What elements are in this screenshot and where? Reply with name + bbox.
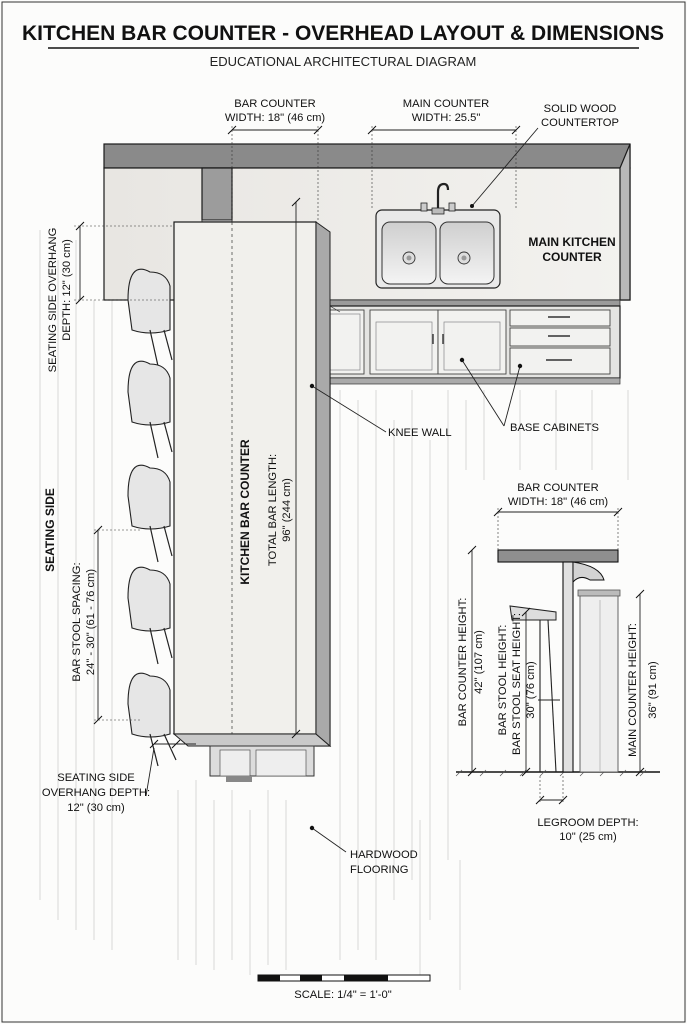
support-column [202, 168, 232, 220]
stool-spacing-label-line1: BAR STOOL SPACING: [71, 562, 83, 682]
bar-stool [128, 361, 172, 458]
bar-height-label-line2: 42" (107 cm) [473, 630, 485, 694]
support-wall-section [563, 562, 573, 772]
stool-spacing-label-line2: 24" - 30" (61 - 76 cm) [85, 568, 97, 676]
cabinet-drawer [510, 348, 610, 374]
countertop-label-line2: COUNTERTOP [541, 117, 619, 129]
total-length-label-line2: 96" (244 cm) [281, 478, 293, 542]
bar-height-label-line1: BAR COUNTER HEIGHT: [457, 597, 469, 727]
overhang-top-label-line2: DEPTH: 12" (30 cm) [61, 239, 73, 341]
page-title: KITCHEN BAR COUNTER - OVERHEAD LAYOUT & DIMENSIONS [21, 22, 665, 45]
main-counter-section [580, 594, 618, 772]
bar-top-section [498, 550, 618, 562]
main-counter-label-line1: MAIN KITCHEN [528, 235, 616, 249]
overhang-bottom-label-line1: SEATING SIDE [57, 772, 135, 784]
elev-bar-width-label-line2: WIDTH: 18" (46 cm) [507, 496, 609, 508]
base-cabinets-label: BASE CABINETS [510, 422, 599, 434]
flooring-label-line2: FLOORING [350, 864, 409, 876]
overhang-bottom-label-line3: 12" (30 cm) [67, 802, 125, 814]
main-counter-label-line2: COUNTER [542, 250, 602, 264]
flooring-label-line1: HARDWOOD [350, 849, 418, 861]
page-subtitle: EDUCATIONAL ARCHITECTURAL DIAGRAM [209, 54, 477, 69]
bar-stool [128, 465, 172, 562]
bar-width-label-line2: WIDTH: 18" (46 cm) [224, 112, 326, 124]
bar-width-label-line1: BAR COUNTER [234, 98, 316, 110]
header [22, 22, 664, 69]
countertop-edge [104, 144, 630, 168]
main-height-label-line1: MAIN COUNTER HEIGHT: [627, 623, 639, 757]
main-height-label-line2: 36" (91 cm) [647, 661, 659, 719]
countertop-label-line1: SOLID WOOD [543, 103, 617, 115]
cabinet-door [438, 310, 506, 374]
overhang-bottom-label-line2: OVERHANG DEPTH: [41, 787, 151, 799]
kitchen-bar-counter [174, 222, 330, 782]
cabinet-door [370, 310, 438, 374]
elevation-labels [457, 482, 659, 843]
stool-height-label-line3: 30" (76 cm) [525, 661, 537, 719]
legroom-label-line2: 10" (25 cm) [559, 831, 617, 843]
legroom-label-line1: LEGROOM DEPTH: [537, 817, 639, 829]
elev-bar-width-label-line1: BAR COUNTER [517, 482, 599, 494]
bar-stool [128, 567, 172, 664]
overhang-top-label-line1: SEATING SIDE OVERHANG [47, 227, 59, 373]
knee-wall-label: KNEE WALL [388, 427, 452, 439]
bar-stool [128, 269, 172, 366]
bar-counter-label: KITCHEN BAR COUNTER [238, 439, 252, 585]
total-length-label-line1: TOTAL BAR LENGTH: [267, 453, 279, 567]
scale-label: SCALE: 1/4" = 1'-0" [294, 989, 392, 1001]
stool-height-label-line1: BAR STOOL HEIGHT: [497, 624, 509, 736]
seating-side-label: SEATING SIDE [43, 488, 57, 572]
scale-bar [258, 975, 430, 1001]
cabinet-drawer [510, 328, 610, 346]
main-width-label-line1: MAIN COUNTER [402, 98, 490, 110]
main-width-label-line2: WIDTH: 25.5" [411, 112, 481, 124]
stool-height-label-line2: BAR STOOL SEAT HEIGHT: [511, 613, 523, 755]
cabinet-drawer [510, 310, 610, 326]
base-cabinets [316, 306, 620, 384]
